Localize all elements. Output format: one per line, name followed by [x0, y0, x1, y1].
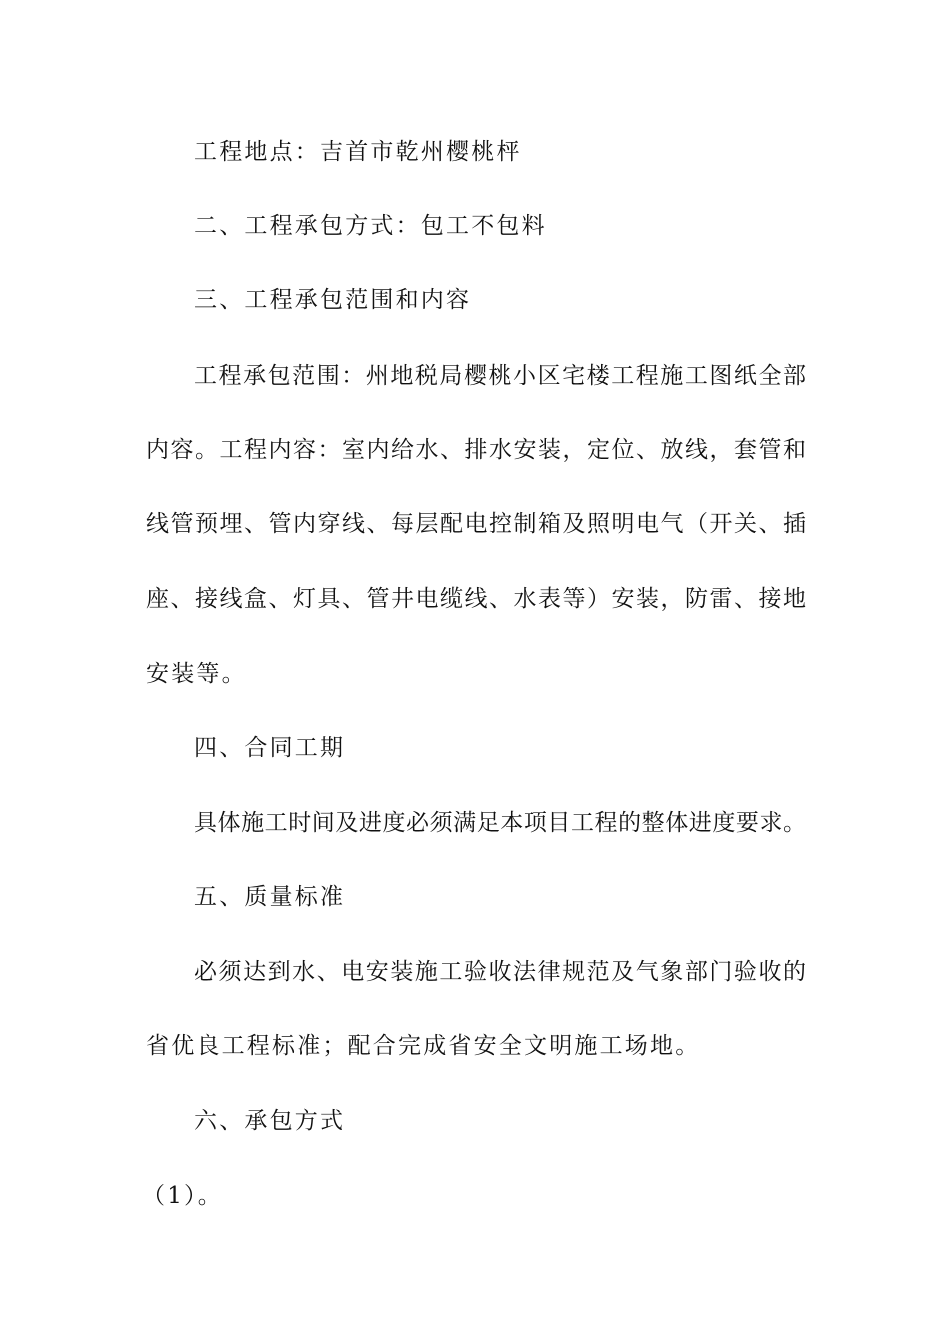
project-location-line: 工程地点：吉首市乾州樱桃枰 — [194, 139, 522, 165]
quality-paragraph-line-1: 必须达到水、电安装施工验收法律规范及气象部门验收的 — [194, 959, 806, 985]
scope-paragraph-line-2: 内容。工程内容：室内给水、排水安装，定位、放线，套管和 — [146, 437, 806, 463]
scope-paragraph-line-4: 座、接线盒、灯具、管井电缆线、水表等）安装，防雷、接地 — [146, 586, 806, 612]
item-1-line: （1）。 — [142, 1183, 223, 1209]
section-3-heading: 三、工程承包范围和内容 — [194, 287, 472, 313]
schedule-paragraph: 具体施工时间及进度必须满足本项目工程的整体进度要求。 — [194, 810, 806, 836]
section-6-heading: 六、承包方式 — [194, 1108, 346, 1134]
scope-paragraph-line-5: 安装等。 — [146, 661, 247, 687]
section-2-heading: 二、工程承包方式：包工不包料 — [194, 213, 547, 239]
section-4-heading: 四、合同工期 — [194, 735, 346, 761]
section-5-heading: 五、质量标准 — [194, 884, 346, 910]
scope-paragraph-line-1: 工程承包范围：州地税局樱桃小区宅楼工程施工图纸全部 — [194, 363, 806, 389]
quality-paragraph-line-2: 省优良工程标准；配合完成省安全文明施工场地。 — [146, 1033, 701, 1059]
scope-paragraph-line-3: 线管预埋、管内穿线、每层配电控制箱及照明电气（开关、插 — [146, 511, 806, 537]
